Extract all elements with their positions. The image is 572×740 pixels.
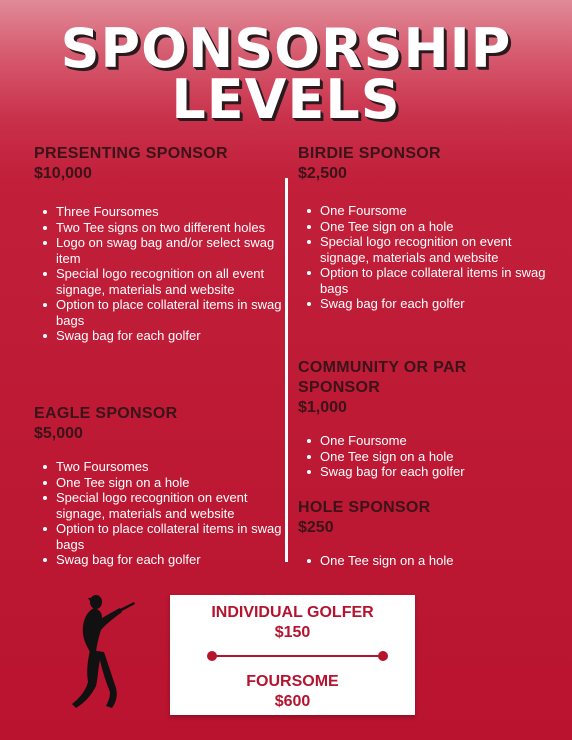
divider-dot-right <box>378 651 388 661</box>
benefit-list <box>34 459 284 568</box>
box-divider-line <box>212 655 382 657</box>
level-price: $1,000 <box>298 399 347 416</box>
benefit-item: Three Foursomes <box>34 204 284 220</box>
foursome-label: FOURSOME <box>246 673 339 690</box>
level-name: BIRDIE SPONSOR <box>298 145 441 162</box>
column-divider <box>285 178 288 562</box>
benefit-item: Swag bag for each golfer <box>298 296 548 312</box>
left-column <box>34 144 284 574</box>
right-column <box>298 144 548 574</box>
level-price: $250 <box>298 519 334 536</box>
level-price: $2,500 <box>298 165 347 182</box>
benefit-list <box>298 433 548 480</box>
benefit-item: Option to place collateral items in swag bags <box>298 265 548 296</box>
individual-golfer-label: INDIVIDUAL GOLFER <box>211 604 374 621</box>
benefit-item: Option to place collateral items in swag bags <box>34 521 284 552</box>
benefit-item: One Tee sign on a hole <box>298 449 548 465</box>
benefit-list <box>298 553 548 569</box>
benefit-item: One Foursome <box>298 203 548 219</box>
benefit-item: One Tee sign on a hole <box>298 219 548 235</box>
level-price: $5,000 <box>34 425 83 442</box>
benefit-list <box>34 204 284 344</box>
benefit-item: One Tee sign on a hole <box>298 553 548 569</box>
level-name: HOLE SPONSOR <box>298 499 431 516</box>
golfer-silhouette-icon <box>66 590 136 710</box>
level-birdie <box>298 144 548 312</box>
level-name: PRESENTING SPONSOR <box>34 145 228 162</box>
foursome-price: $600 <box>274 693 311 710</box>
title-line-2: LEVELS <box>171 68 401 131</box>
level-eagle <box>34 404 284 568</box>
benefit-item: Special logo recognition on all event signage, materials and website <box>34 266 284 297</box>
level-name: COMMUNITY OR PAR SPONSOR <box>298 359 467 396</box>
individual-pricing-box <box>170 595 415 715</box>
benefit-item: Two Foursomes <box>34 459 284 475</box>
benefit-item: Swag bag for each golfer <box>34 552 284 568</box>
benefit-item: One Tee sign on a hole <box>34 475 284 491</box>
benefit-item: Swag bag for each golfer <box>298 464 548 480</box>
benefit-list <box>298 203 548 312</box>
level-hole <box>298 498 548 569</box>
title-line-1: SPONSORSHIP <box>60 17 512 80</box>
level-community-par <box>298 358 548 480</box>
individual-golfer-price: $150 <box>274 624 311 641</box>
benefit-item: Special logo recognition on event signage, materials and website <box>34 490 284 521</box>
benefit-item: Swag bag for each golfer <box>34 328 284 344</box>
level-name: EAGLE SPONSOR <box>34 405 178 422</box>
benefit-item: Option to place collateral items in swag bags <box>34 297 284 328</box>
level-price: $10,000 <box>34 165 92 182</box>
level-presenting <box>34 144 284 344</box>
benefit-item: Two Tee signs on two different holes <box>34 220 284 236</box>
benefit-item: Logo on swag bag and/or select swag item <box>34 235 284 266</box>
benefit-item: One Foursome <box>298 433 548 449</box>
benefit-item: Special logo recognition on event signage, materials and website <box>298 234 548 265</box>
